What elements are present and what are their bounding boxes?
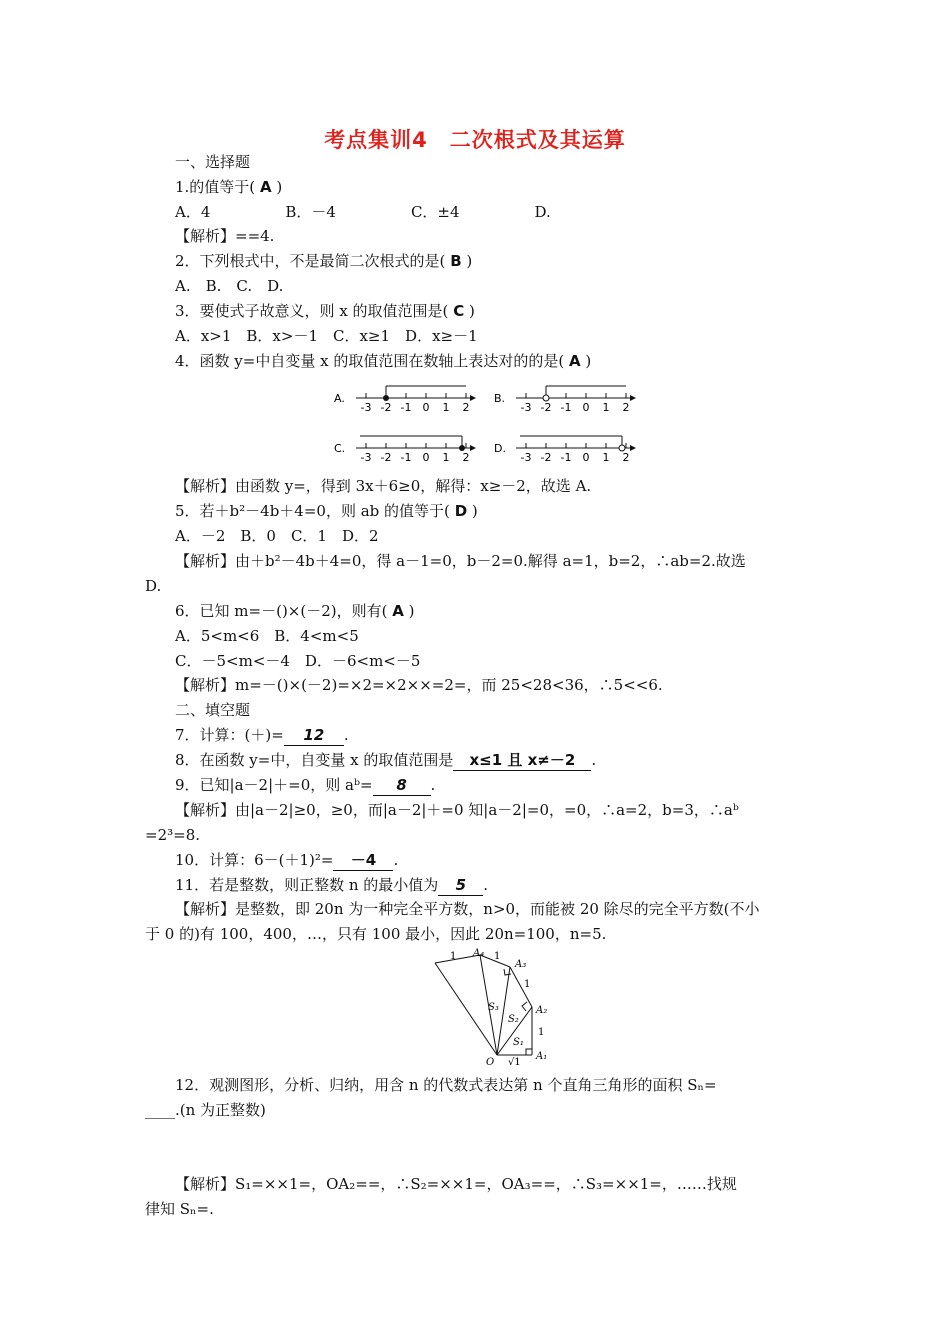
label-s1: S₁ — [513, 1037, 524, 1048]
options-1: A．4 B．－4 C．±4 D. — [175, 203, 551, 221]
solution-6: 【解析】m=－()×(－2)=×2=×2××=2=，而 25<28<36，∴5<<6. — [175, 676, 663, 694]
spiral-triangles-figure — [420, 945, 570, 1065]
answer-6: A — [392, 602, 404, 620]
axis-tick-label: -3 — [520, 401, 532, 414]
label-side-1d: 1 — [450, 951, 457, 962]
axis-tick-label: 2 — [462, 401, 470, 414]
solution-5-line2: D. — [145, 577, 162, 595]
number-line-a — [334, 386, 476, 414]
answer-4: A — [569, 352, 581, 370]
label-side-1a: 1 — [538, 1027, 545, 1038]
answer-1: A — [259, 178, 272, 196]
axis-tick-label: -3 — [360, 401, 372, 414]
open-dot — [619, 445, 625, 451]
axis-tick-label: -2 — [380, 451, 392, 464]
answer-9: 8 — [373, 775, 431, 796]
axis-tick-label: 1 — [442, 451, 450, 464]
question-10: 10．计算：6－(＋1)²= －4 . — [175, 851, 399, 869]
question-7: 7．计算：(＋)= 12 . — [175, 726, 349, 744]
question-12-line1: 12．观测图形，分析、归纳，用含 n 的代数式表达第 n 个直角三角形的面积 Sₙ= — [175, 1076, 717, 1094]
axis-tick-label: -3 — [520, 451, 532, 464]
solution-5-line1: 【解析】由＋b²－4b＋4=0，得 a－1=0，b－2=0.解得 a=1，b=2，∴ab=2.故选 — [175, 552, 746, 570]
solution-4: 【解析】由函数 y=，得到 3x＋6≥0，解得：x≥－2，故选 A. — [175, 477, 592, 495]
question-5: 5．若＋b²－4b＋4=0，则 ab 的值等于( D ) — [175, 502, 478, 520]
solution-11-line2: 于 0 的)有 100，400，…，只有 100 最小，因此 20n=100，n=5. — [145, 925, 607, 943]
axis-tick-label: 0 — [422, 451, 430, 464]
solution-12-line1: 【解析】S₁=××1=，OA₂==，∴S₂=××1=，OA₃==，∴S₃=××1=，……找规 — [175, 1175, 737, 1193]
question-9: 9．已知|a－2|＋=0，则 aᵇ= 8 . — [175, 776, 436, 794]
label-side-1c: 1 — [494, 951, 501, 962]
answer-8: x≤1 且 x≠－2 — [453, 750, 591, 771]
label-d: D. — [494, 442, 506, 455]
page-title: 考点集训4 二次根式及其运算 — [324, 128, 626, 152]
answer-3: C — [453, 302, 465, 320]
number-line-options — [320, 378, 650, 468]
question-4: 4．函数 y=中自变量 x 的取值范围在数轴上表达对的的是( A ) — [175, 352, 592, 370]
axis-tick-label: 1 — [602, 401, 610, 414]
label-a3: A₃ — [515, 959, 527, 970]
label-a1: A₁ — [536, 1051, 548, 1062]
number-line-d — [494, 436, 636, 464]
answer-11: 5 — [438, 875, 483, 896]
axis-tick-label: 1 — [602, 451, 610, 464]
axis-tick-label: -1 — [560, 401, 572, 414]
label-c: C. — [334, 442, 346, 455]
axis-tick-label: -1 — [400, 451, 412, 464]
axis-tick-label: 2 — [622, 451, 630, 464]
question-3: 3．要使式子故意义，则 x 的取值范围是( C ) — [175, 302, 475, 320]
options-3: A．x>1 B．x>－1 C．x≥1 D．x≥－1 — [175, 327, 478, 345]
label-s3: S₃ — [488, 1002, 499, 1013]
question-12-line2: ____.(n 为正整数) — [145, 1101, 266, 1119]
label-side-1b: 1 — [524, 979, 531, 990]
closed-dot — [459, 445, 465, 451]
label-a4: A₄ — [473, 948, 485, 959]
axis-tick-label: -1 — [560, 451, 572, 464]
question-6: 6．已知 m=－()×(－2)，则有( A ) — [175, 602, 415, 620]
axis-tick-label: -2 — [540, 451, 552, 464]
label-b: B. — [494, 392, 506, 405]
axis-tick-label: 0 — [582, 401, 590, 414]
section-choice: 一、选择题 — [175, 153, 251, 171]
answer-7: 12 — [284, 725, 344, 746]
label-a2: A₂ — [536, 1005, 548, 1016]
solution-9-line1: 【解析】由|a－2|≥0，≥0，而|a－2|＋=0 知|a－2|=0，=0，∴a=2，b=3，∴aᵇ — [175, 801, 739, 819]
axis-tick-label: 2 — [462, 451, 470, 464]
number-line-c — [334, 436, 476, 464]
number-line-b — [494, 386, 636, 414]
axis-tick-label: 1 — [442, 401, 450, 414]
axis-tick-label: 0 — [422, 401, 430, 414]
axis-tick-label: -3 — [360, 451, 372, 464]
question-11: 11．若是整数，则正整数 n 的最小值为 5 . — [175, 876, 489, 894]
solution-9-line2: =2³=8. — [145, 826, 201, 844]
closed-dot — [383, 395, 389, 401]
options-2: A. B. C. D. — [175, 277, 284, 295]
options-6-line1: A．5<m<6 B．4<m<5 — [175, 627, 359, 645]
answer-2: B — [450, 252, 462, 270]
axis-tick-label: 0 — [582, 451, 590, 464]
options-5: A．－2 B．0 C．1 D．2 — [175, 527, 379, 545]
solution-12-line2: 律知 Sₙ=. — [145, 1200, 214, 1218]
label-s2: S₂ — [508, 1014, 519, 1025]
options-6-line2: C．－5<m<－4 D．－6<m<－5 — [175, 652, 421, 670]
answer-5: D — [454, 502, 468, 520]
solution-11-line1: 【解析】是整数，即 20n 为一种完全平方数，n>0，而能被 20 除尽的完全平方数(不小 — [175, 900, 760, 918]
axis-tick-label: -2 — [380, 401, 392, 414]
open-dot — [543, 395, 549, 401]
question-1: 1.的值等于( A ) — [175, 178, 283, 196]
axis-tick-label: -2 — [540, 401, 552, 414]
axis-tick-label: 2 — [622, 401, 630, 414]
label-sqrt1: √1 — [508, 1057, 521, 1065]
solution-1: 【解析】==4. — [175, 227, 275, 245]
label-a: A. — [334, 392, 345, 405]
label-o: O — [486, 1057, 495, 1065]
answer-10: －4 — [333, 850, 393, 871]
question-8: 8．在函数 y=中，自变量 x 的取值范围是 x≤1 且 x≠－2 . — [175, 751, 597, 769]
axis-tick-label: -1 — [400, 401, 412, 414]
question-2: 2．下列根式中，不是最简二次根式的是( B ) — [175, 252, 473, 270]
section-fill: 二、填空题 — [175, 701, 251, 719]
